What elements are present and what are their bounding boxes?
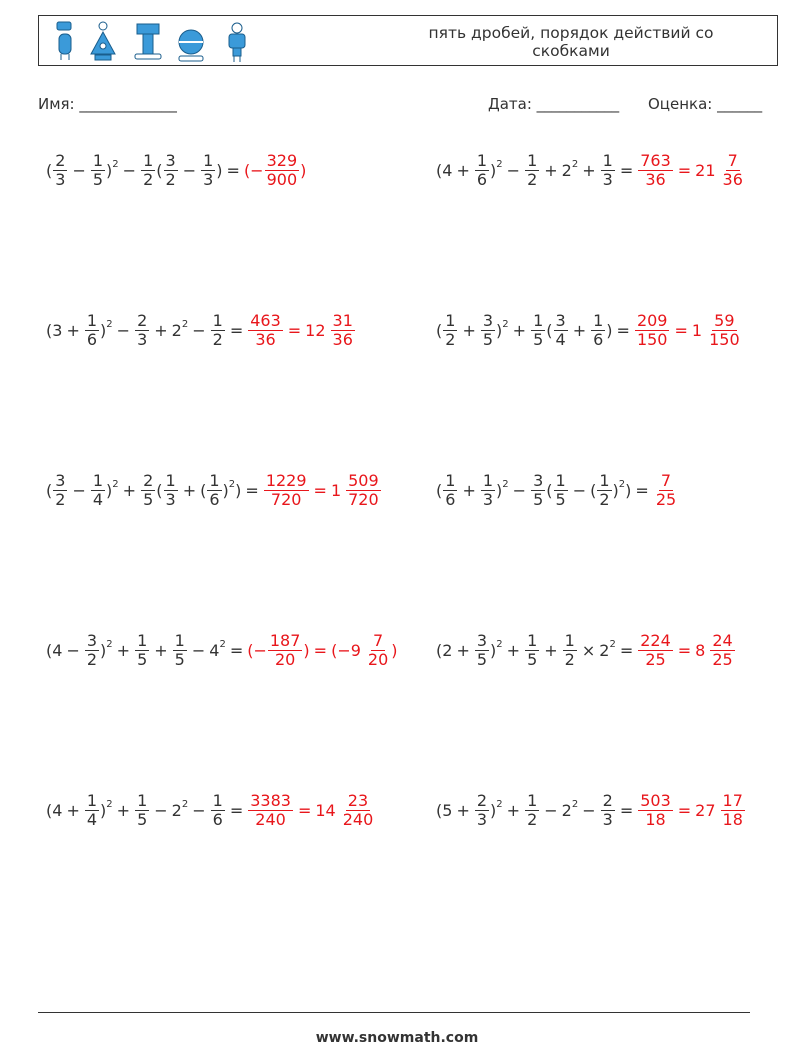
fraction: $\frac{503}{18}$ — [640, 790, 671, 829]
fraction: $\frac{1}{5}$ — [137, 630, 148, 669]
problem-3 — [46, 300, 356, 360]
fraction: $\frac{3}{5}$ — [476, 630, 488, 669]
problem-8 — [436, 620, 736, 680]
fraction: $\frac{3}{5}$ — [482, 310, 494, 349]
fraction: $\frac{24}{25}$ — [712, 630, 733, 669]
fraction: $\frac{1}{5}$ — [92, 150, 104, 189]
problem-answer: $\frac{224}{25}$ = 8 $\frac{24}{25}$ — [640, 630, 733, 669]
fraction: $\frac{1}{5}$ — [527, 630, 538, 669]
fraction: $\frac{1}{3}$ — [203, 150, 214, 189]
fraction: $\frac{59}{150}$ — [709, 310, 740, 349]
fraction: $\frac{1}{6}$ — [476, 150, 488, 189]
fraction: $\frac{3}{2}$ — [86, 630, 98, 669]
problem-1 — [46, 140, 306, 200]
worksheet-header — [38, 15, 778, 66]
fraction: $\frac{224}{25}$ — [640, 630, 671, 669]
problem-answer: (− $\frac{329}{900}$ ) — [243, 150, 307, 189]
fraction: $\frac{1}{4}$ — [92, 470, 104, 509]
fraction: $\frac{1}{3}$ — [165, 470, 176, 509]
fraction: $\frac{1}{3}$ — [602, 150, 613, 189]
robot-5-icon — [229, 23, 245, 62]
problem-answer: $\frac{503}{18}$ = 27 $\frac{17}{18}$ — [640, 790, 743, 829]
fraction: $\frac{1}{5}$ — [137, 790, 148, 829]
fraction: $\frac{1}{5}$ — [174, 630, 185, 669]
fraction: $\frac{1}{2}$ — [564, 630, 575, 669]
fraction: $\frac{1}{2}$ — [212, 310, 223, 349]
date-field: Дата: ___________ — [488, 95, 620, 113]
fraction: $\frac{3383}{240}$ — [250, 790, 291, 829]
problem-question: ( $\frac{1}{2}$ + $\frac{3}{5}$ ) $^2$ + $\frac{1}{5}$ ( $\frac{3}{4}$ + $\frac{1}{6}$ ) = — [436, 310, 630, 349]
fraction: $\frac{1}{3}$ — [482, 470, 494, 509]
fraction: $\frac{1}{6}$ — [86, 310, 98, 349]
fraction: $\frac{7}{25}$ — [655, 470, 677, 509]
fraction: $\frac{209}{150}$ — [636, 310, 668, 349]
grade-field: Оценка: ______ — [648, 95, 763, 113]
fraction: $\frac{7}{36}$ — [722, 150, 743, 189]
problem-question: ( 2 + $\frac{3}{5}$ ) $^2$ + $\frac{1}{5}$ + $\frac{1}{2}$ × 2 $^2$ = — [436, 630, 634, 669]
fraction: $\frac{2}{3}$ — [137, 310, 148, 349]
fraction: $\frac{1}{5}$ — [555, 470, 566, 509]
problem-question: ( $\frac{2}{3}$ − $\frac{1}{5}$ ) $^2$ − $\frac{1}{2}$ ( $\frac{3}{2}$ − $\frac{1}{3}$ ) = — [46, 150, 240, 189]
problem-6 — [436, 460, 679, 520]
fraction: $\frac{509}{720}$ — [348, 470, 379, 509]
fraction: $\frac{1}{6}$ — [593, 310, 604, 349]
fraction: $\frac{7}{20}$ — [367, 630, 389, 669]
problem-answer: $\frac{763}{36}$ = 21 $\frac{7}{36}$ — [640, 150, 743, 189]
robot-1-icon — [57, 22, 71, 60]
fraction: $\frac{23}{240}$ — [342, 790, 374, 829]
fraction: $\frac{31}{36}$ — [332, 310, 353, 349]
problem-answer: $\frac{3383}{240}$ = 14 $\frac{23}{240}$ — [250, 790, 374, 829]
fraction: $\frac{463}{36}$ — [250, 310, 281, 349]
fraction: $\frac{2}{3}$ — [602, 790, 613, 829]
robot-2-icon — [91, 22, 115, 60]
fraction: $\frac{3}{4}$ — [555, 310, 566, 349]
problem-answer — [653, 472, 679, 509]
robot-4-icon — [179, 30, 203, 61]
fraction: $\frac{3}{2}$ — [55, 470, 66, 509]
problem-question: ( 5 + $\frac{2}{3}$ ) $^2$ + $\frac{1}{2}$ − 2 $^2$ − $\frac{2}{3}$ = — [436, 790, 634, 829]
fraction: $\frac{3}{5}$ — [533, 470, 544, 509]
fraction: $\frac{1}{5}$ — [533, 310, 544, 349]
problem-7 — [46, 620, 398, 680]
problem-question: ( 3 + $\frac{1}{6}$ ) $^2$ − $\frac{2}{3}$ + 2 $^2$ − $\frac{1}{2}$ = — [46, 310, 244, 349]
name-field: Имя: _____________ — [38, 95, 177, 113]
fraction: $\frac{187}{20}$ — [269, 630, 301, 669]
fraction: $\frac{763}{36}$ — [640, 150, 671, 189]
fraction: $\frac{2}{3}$ — [55, 150, 66, 189]
fraction: $\frac{1}{2}$ — [527, 150, 538, 189]
problem-10 — [436, 780, 746, 840]
fraction: $\frac{3}{2}$ — [165, 150, 176, 189]
fraction: $\frac{1}{2}$ — [143, 150, 154, 189]
fraction: $\frac{1}{2}$ — [599, 470, 610, 509]
fraction: $\frac{1}{6}$ — [209, 470, 220, 509]
problem-question: ( 4 + $\frac{1}{4}$ ) $^2$ + $\frac{1}{5}$ − 2 $^2$ − $\frac{1}{6}$ = — [46, 790, 244, 829]
problem-answer: $\frac{463}{36}$ = 12 $\frac{31}{36}$ — [250, 310, 353, 349]
problem-answer: (− $\frac{187}{20}$ ) = (− 9 $\frac{7}{20}$ ) — [247, 630, 398, 669]
fraction: $\frac{2}{5}$ — [143, 470, 154, 509]
robot-icons-row — [51, 20, 271, 64]
worksheet-title: пять дробей, порядок действий со скобками — [428, 24, 714, 60]
problem-question: ( $\frac{3}{2}$ − $\frac{1}{4}$ ) $^2$ + $\frac{2}{5}$ ( $\frac{1}{3}$ + ( $\frac{1}{6}$ ) $^2$ ) = — [46, 470, 259, 509]
fraction: $\frac{1}{4}$ — [86, 790, 98, 829]
robot-3-icon — [135, 24, 161, 59]
problem-question: ( 4 + $\frac{1}{6}$ ) $^2$ − $\frac{1}{2}$ + 2 $^2$ + $\frac{1}{3}$ = — [436, 150, 634, 189]
footer-divider — [38, 1012, 750, 1013]
problem-question: ( $\frac{1}{6}$ + $\frac{1}{3}$ ) $^2$ − $\frac{3}{5}$ ( $\frac{1}{5}$ − ( $\frac{1}{2}$ ) $^2$ ) = — [436, 470, 649, 509]
fraction: $\frac{329}{900}$ — [266, 150, 298, 189]
fraction: $\frac{17}{18}$ — [722, 790, 743, 829]
problem-9 — [46, 780, 376, 840]
fraction: $\frac{1}{2}$ — [527, 790, 538, 829]
fraction: $\frac{2}{3}$ — [476, 790, 488, 829]
problem-question: ( 4 − $\frac{3}{2}$ ) $^2$ + $\frac{1}{5}$ + $\frac{1}{5}$ − 4 $^2$ = — [46, 630, 244, 669]
footer-url: www.snowmath.com — [315, 1030, 479, 1046]
fraction: $\frac{1}{6}$ — [445, 470, 456, 509]
fraction: $\frac{1}{6}$ — [212, 790, 223, 829]
problem-5 — [46, 460, 382, 520]
problem-answer: $\frac{1229}{720}$ = 1 $\frac{509}{720}$ — [265, 470, 379, 509]
problem-answer: $\frac{209}{150}$ = 1 $\frac{59}{150}$ — [636, 310, 740, 349]
fraction: $\frac{1}{2}$ — [445, 310, 456, 349]
problem-2 — [436, 140, 746, 200]
problem-4 — [436, 300, 743, 360]
fraction: $\frac{1229}{720}$ — [265, 470, 307, 509]
